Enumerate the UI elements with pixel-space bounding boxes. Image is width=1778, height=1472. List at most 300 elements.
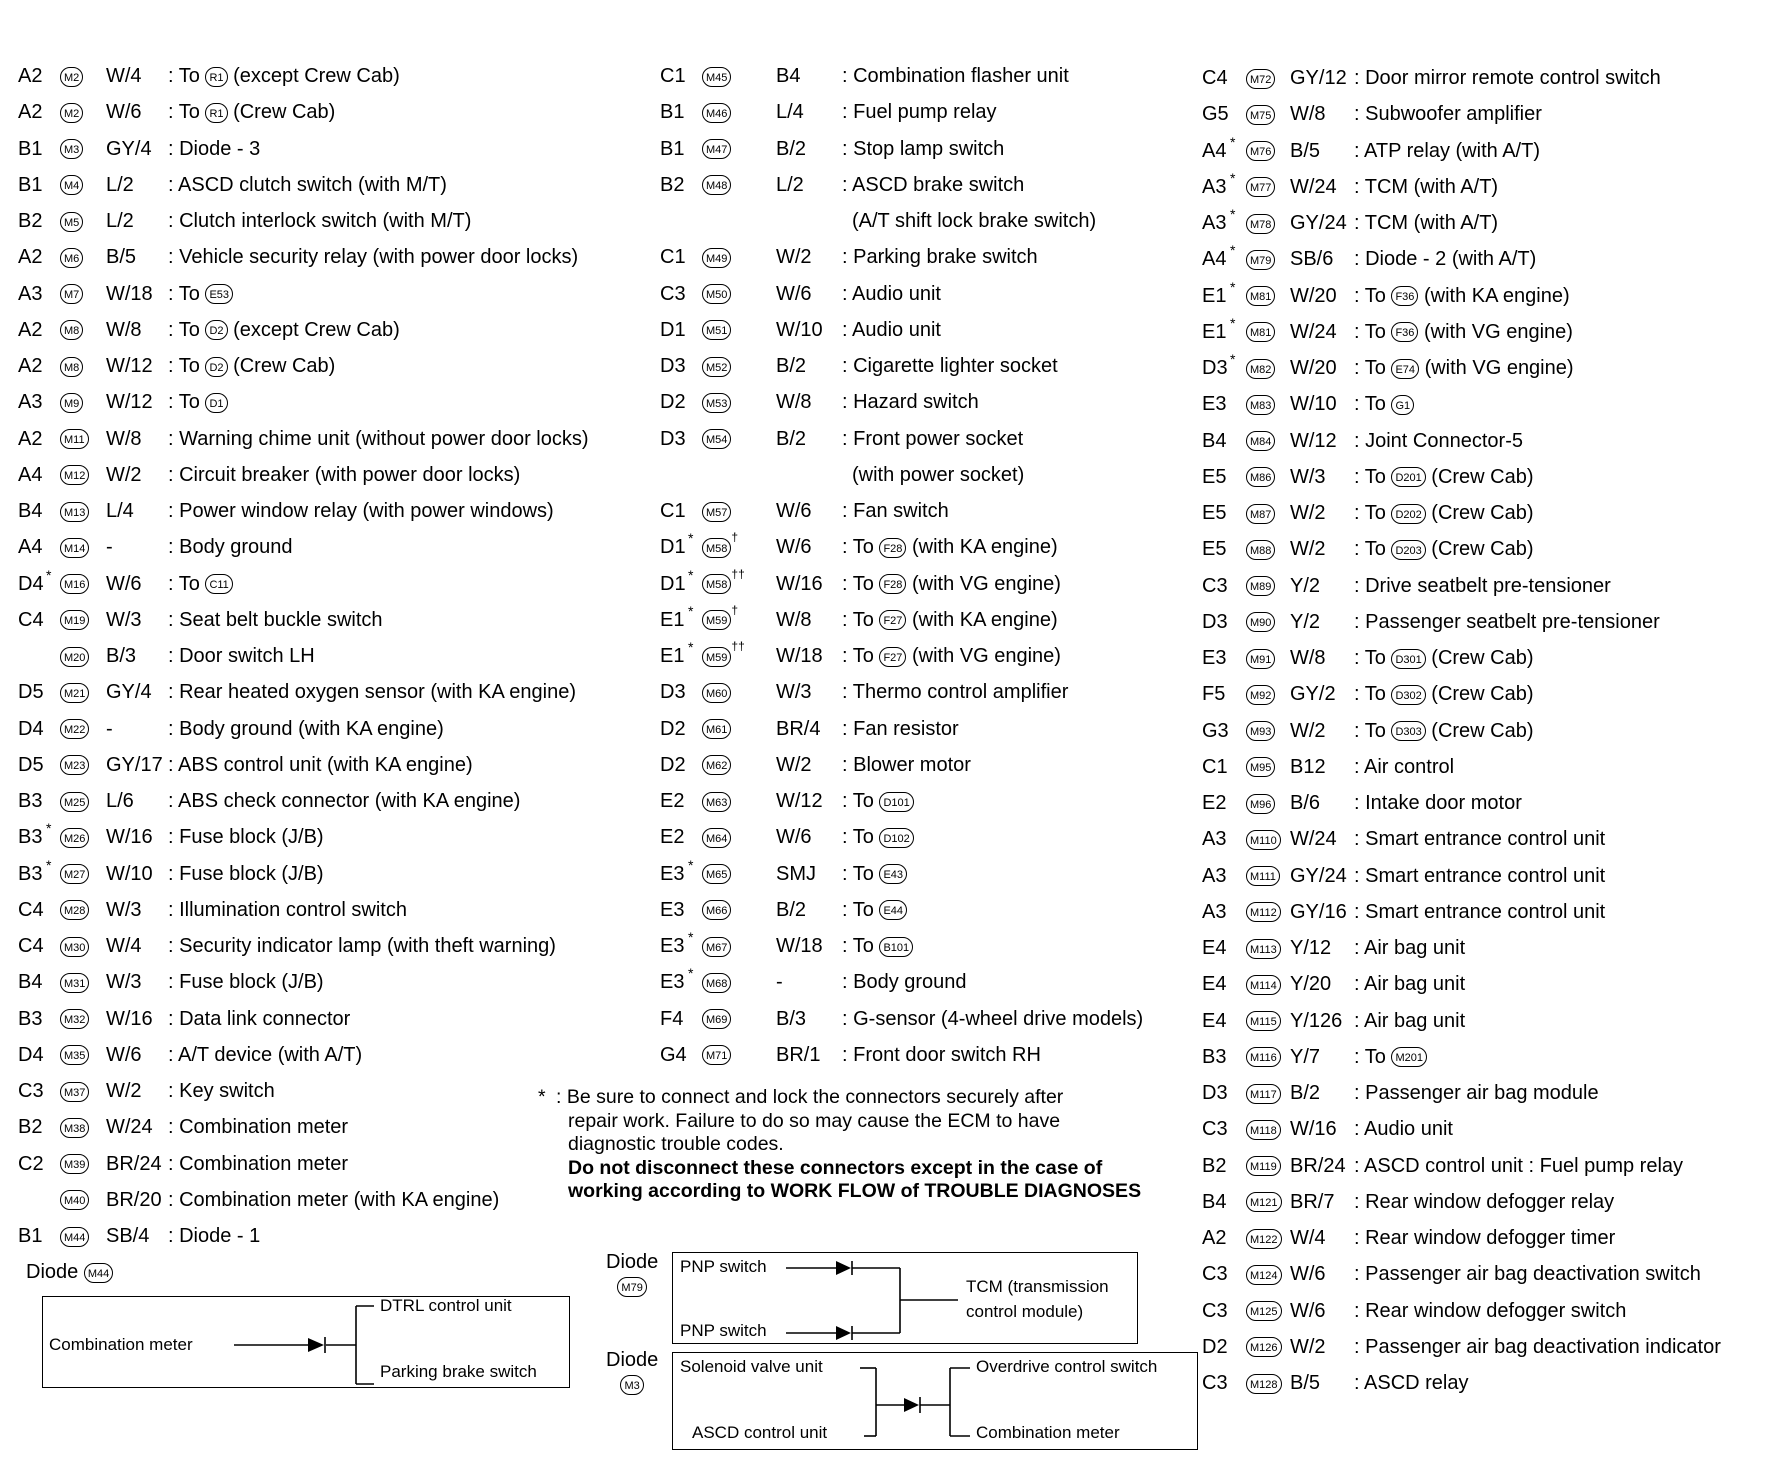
grid-zone: E2 [1202,792,1227,814]
grid-zone: F5 [1202,683,1226,706]
wire-spec: GY/17 [106,753,163,776]
connector-id: M62 [702,755,731,775]
connector-id: M92 [1246,685,1275,705]
grid-zone: D2 [660,717,686,740]
grid-zone: E1 [660,645,685,667]
description-text: : Combination meter (with KA engine) [168,1188,500,1211]
grid-zone: A2 [18,318,43,341]
grid-zone: C4 [18,608,44,631]
wire-spec: GY/16 [1290,900,1347,923]
connector-id: M64 [702,828,731,848]
description-text: : To [842,898,874,921]
connector-id: M116 [1246,1047,1281,1067]
wire-spec: W/6 [106,101,142,124]
description-text: : A/T device (with A/T) [168,1043,363,1066]
wire-spec: W/3 [106,971,142,994]
wire-spec: GY/12 [1290,67,1347,89]
connector-id: M39 [60,1154,89,1174]
description-condition: (except Crew Cab) [233,318,400,341]
wire-spec: W/2 [1290,1335,1326,1358]
wire-spec: GY/24 [1290,212,1347,234]
mating-connector-id: F27 [879,647,906,667]
grid-zone: C3 [1202,1299,1228,1322]
diode-m44-title: Diode [26,1261,79,1283]
description-condition: (with VG engine) [1424,357,1574,379]
connector-id: M46 [702,103,731,123]
connector-id: M50 [702,284,731,304]
description-text: : Passenger air bag deactivation switch [1354,1263,1701,1286]
grid-zone: E1 [1202,284,1227,307]
connector-id: M72 [1246,69,1275,89]
description-text: : To [168,391,200,414]
mating-connector-id: C11 [205,574,232,594]
wire-spec: W/3 [776,681,812,704]
grid-zone: E3 [660,862,685,885]
diode-m3-title: Diode [606,1349,659,1371]
connector-id: M87 [1246,504,1275,524]
description-text: : To [1354,284,1386,307]
diode-m79-title: Diode [606,1251,659,1273]
m79-right-label-2: control module) [966,1302,1084,1321]
wire-spec: GY/4 [106,681,152,704]
wire-spec: SMJ [776,862,816,885]
wire-spec: W/6 [776,500,812,522]
description-text: : To [1354,538,1386,561]
description-text: : To [842,935,874,957]
grid-zone: A2 [18,65,43,87]
wire-spec: SB/4 [106,1225,150,1247]
description-text: : Fuse block (J/B) [168,862,324,885]
wire-spec: W/4 [106,65,142,87]
grid-zone: C3 [1202,1263,1228,1286]
diode-m44-connector: M44 [84,1263,113,1283]
grid-zone: A4 [18,463,43,486]
connector-id: M111 [1246,866,1280,886]
connector-id: M54 [702,429,731,449]
grid-zone: D4 [18,572,44,595]
mating-connector-id: D101 [879,792,913,812]
wire-spec: W/18 [106,282,153,305]
connector-id: M115 [1246,1011,1281,1031]
description-text: : Subwoofer amplifier [1354,103,1542,126]
grid-zone: D3 [660,427,686,450]
description-text: : Drive seatbelt pre-tensioner [1354,574,1611,597]
wire-spec: W/6 [1290,1299,1326,1322]
connector-id: M20 [60,647,89,667]
wire-spec: Y/2 [1290,610,1321,633]
connector-id: M45 [702,67,731,87]
wire-spec: SB/6 [1290,248,1334,271]
wire-spec: W/6 [776,536,812,559]
connector-id: M38 [60,1118,89,1138]
connector-id: M52 [702,357,731,377]
description-text: : Warning chime unit (without power door locks) [168,427,589,450]
wire-spec: B/3 [776,1007,807,1030]
wire-spec: BR/4 [776,717,821,740]
connector-id: M35 [60,1045,89,1065]
grid-zone: C3 [18,1080,44,1102]
connector-id: M21 [60,683,89,703]
wire-spec: W/16 [106,1007,153,1030]
wire-spec: B/5 [106,246,137,269]
connector-id: M3 [60,139,83,159]
star-mark: * [46,856,52,873]
wire-spec: W/16 [106,826,153,849]
description-text: : Body ground (with KA engine) [168,717,444,740]
mating-connector-id: B101 [879,937,913,957]
m3-bottom-left-label: ASCD control unit [692,1423,828,1442]
connector-id: M125 [1246,1301,1282,1321]
description-text: : To [168,318,200,341]
mating-connector-id: D1 [205,393,227,413]
description-text: : Front door switch RH [842,1043,1041,1066]
grid-zone: B4 [18,500,43,522]
grid-zone: D2 [660,753,686,776]
description-text: : To [1354,502,1386,524]
description-text: : To [842,608,874,631]
wire-spec: W/16 [1290,1118,1337,1141]
description-text: : TCM (with A/T) [1354,212,1499,234]
wire-spec: B12 [1290,755,1326,778]
description-text: : Combination flasher unit [842,65,1069,87]
description-text: : ABS check connector (with KA engine) [168,790,521,812]
connector-id: M122 [1246,1229,1282,1249]
connector-id: M59 [702,610,731,630]
connector-id: M61 [702,719,731,739]
wire-spec: W/24 [1290,828,1337,851]
wire-spec: Y/2 [1290,574,1321,597]
connector-id: M88 [1246,540,1275,560]
m79-bottom-left-label: PNP switch [680,1321,767,1340]
grid-zone: B4 [18,971,43,994]
description-condition: (with VG engine) [1423,320,1573,343]
description-text: : ATP relay (with A/T) [1354,139,1540,162]
note-line-4: Do not disconnect these connectors except in the case of [568,1156,1103,1179]
wire-spec: Y/7 [1290,1045,1321,1068]
grid-zone: B3 [1202,1045,1227,1068]
connector-id: M11 [60,429,89,449]
mating-connector-id: D202 [1391,504,1425,524]
description-text: : ASCD clutch switch (with M/T) [168,173,447,196]
mating-connector-id: F36 [1391,322,1418,342]
description-text: : Passenger air bag module [1354,1082,1599,1104]
grid-zone: A2 [18,101,43,124]
mating-connector-id: G1 [1391,395,1414,415]
mating-connector-id: E44 [879,900,907,920]
connector-id: M91 [1246,649,1275,669]
description-text: : Smart entrance control unit [1354,900,1606,923]
description-text: : Passenger seatbelt pre-tensioner [1354,610,1660,633]
description-text: : Blower motor [842,753,971,776]
description-text: : ASCD relay [1354,1372,1469,1394]
description-text: : Audio unit [1354,1118,1453,1141]
connector-id: M23 [60,755,89,775]
grid-zone: A4 [1202,139,1227,162]
m79-diode-icon-top [836,1261,851,1275]
grid-zone: A2 [18,355,43,377]
description-text: : Cigarette lighter socket [842,355,1058,377]
description-text: : Rear heated oxygen sensor (with KA engine) [168,681,577,704]
wire-spec: L/4 [106,500,134,522]
connector-id: M84 [1246,431,1275,451]
connector-id: M2 [60,103,83,123]
connector-id: M27 [60,864,89,884]
wire-spec: W/8 [776,608,812,631]
description-text: : To [168,572,200,595]
description-text: : Parking brake switch [842,246,1038,269]
description-text: : Fan switch [842,500,949,522]
star-mark: * [1230,206,1236,222]
star-mark: * [1230,133,1236,150]
m44-diode-icon [308,1338,324,1352]
mating-connector-id: D2 [205,320,227,340]
description-text: : Fan resistor [842,717,959,740]
connector-id: M25 [60,792,89,812]
star-mark: * [688,639,694,655]
grid-zone: A3 [1202,212,1227,234]
grid-zone: E4 [1202,1009,1227,1032]
connector-id: M128 [1246,1374,1282,1394]
description-text: : Hazard switch [842,391,979,414]
connector-id: M59 [702,647,731,667]
description-text: : Air control [1354,755,1455,778]
grid-zone: A3 [1202,900,1227,923]
wire-spec: W/4 [106,935,142,957]
connector-id: M76 [1246,141,1275,161]
description-text: : Clutch interlock switch (with M/T) [168,210,472,232]
connector-id: M22 [60,719,89,739]
m44-top-right-label: DTRL control unit [380,1296,512,1315]
description-condition: (Crew Cab) [233,101,336,124]
description-text: : Data link connector [168,1007,351,1030]
m3-diode-icon [904,1398,919,1412]
grid-zone: D3 [1202,610,1228,633]
description-text: : Combination meter [168,1116,349,1139]
grid-zone: C3 [660,282,686,305]
description-condition: (with KA engine) [911,536,1058,559]
wire-spec: - [106,717,113,740]
grid-zone: D1 [660,536,686,559]
wire-spec: B/5 [1290,139,1321,162]
connector-id: M8 [60,320,83,340]
grid-zone: B2 [18,210,43,232]
mating-connector-id: F28 [879,574,906,594]
wire-spec: - [776,971,783,994]
mating-connector-id: R1 [205,67,227,87]
description-text: : Audio unit [842,318,941,341]
connector-id: M53 [702,393,731,413]
grid-zone: A2 [18,246,43,269]
wire-spec: B/2 [776,137,807,160]
description-condition: (with KA engine) [1423,284,1570,307]
connector-id: M32 [60,1009,89,1029]
connector-id: M4 [60,175,83,195]
m3-top-right-label: Overdrive control switch [976,1357,1158,1376]
description-text: : To [842,790,874,812]
mating-connector-id: D201 [1391,467,1425,487]
grid-zone: D4 [18,717,44,740]
grid-zone: E2 [660,790,685,812]
connector-id: M8 [60,357,83,377]
grid-zone: G3 [1202,719,1229,742]
connector-id: M71 [702,1045,731,1065]
connector-id: M12 [60,465,89,485]
description-text: : To [1354,647,1386,669]
mating-connector-id: E43 [879,864,907,884]
wire-spec: W/3 [1290,465,1326,488]
grid-zone: C1 [1202,755,1228,778]
description-text: : Body ground [842,971,967,994]
grid-zone: B1 [660,137,685,160]
description-text: : Body ground [168,536,293,559]
description-text: : Air bag unit [1354,937,1466,959]
wire-spec: W/16 [776,572,823,595]
grid-zone: B1 [18,137,43,160]
mating-connector-id: M201 [1391,1047,1427,1067]
connector-id: M44 [60,1227,89,1247]
engine-mark: † [731,602,739,617]
description-text: : Circuit breaker (with power door locks) [168,463,521,486]
connector-id: M57 [702,502,731,522]
connector-id: M67 [702,937,731,957]
diode-m79-connector: M79 [617,1277,646,1297]
wire-spec: W/12 [106,391,153,414]
wire-spec: L/4 [776,101,804,124]
description-text: : Security indicator lamp (with theft warning) [168,935,556,957]
grid-zone: E5 [1202,465,1227,488]
grid-zone: A3 [1202,828,1227,851]
wire-spec: BR/7 [1290,1190,1335,1213]
wire-spec: B/2 [1290,1082,1321,1104]
connector-id: M90 [1246,612,1275,632]
description-text: : To [1354,465,1386,488]
description-text: : Combination meter [168,1152,349,1175]
grid-zone: B4 [1202,429,1227,452]
mating-connector-id: D301 [1391,649,1425,669]
description-text: : Rear window defogger relay [1354,1190,1615,1213]
description-condition: (Crew Cab) [1431,465,1534,488]
grid-zone: E1 [1202,320,1227,343]
engine-mark: †† [731,639,745,653]
connector-id: M60 [702,683,731,703]
connector-id: M13 [60,502,89,522]
m44-left-label: Combination meter [49,1335,193,1354]
grid-zone: D3 [1202,357,1228,379]
connector-id: M113 [1246,939,1281,959]
wire-spec: W/18 [776,645,823,667]
description-condition: (except Crew Cab) [233,65,400,87]
connector-id: M82 [1246,359,1275,379]
description-text: : Passenger air bag deactivation indicator [1354,1335,1721,1358]
description-text: : Smart entrance control unit [1354,828,1606,851]
mating-connector-id: D303 [1391,721,1425,741]
wire-spec: B4 [776,65,801,87]
connector-id: M63 [702,792,731,812]
grid-zone: B3 [18,1007,43,1030]
connector-id: M68 [702,973,731,993]
wire-spec: W/2 [776,753,812,776]
wire-spec: W/18 [776,935,823,957]
grid-zone: G4 [660,1043,687,1066]
grid-zone: E3 [1202,647,1227,669]
connector-id: M14 [60,538,89,558]
description-text: : Audio unit [842,282,941,305]
connector-id: M9 [60,393,83,413]
description-condition: (Crew Cab) [1431,538,1534,561]
grid-zone: B2 [1202,1154,1227,1177]
wire-spec: W/20 [1290,357,1337,379]
connector-id: M93 [1246,721,1275,741]
connector-id: M37 [60,1082,89,1102]
connector-id: M78 [1246,214,1275,234]
wire-spec: W/24 [1290,320,1337,343]
description-text: : Door mirror remote control switch [1354,67,1661,89]
star-mark: * [46,820,52,837]
connector-id: M31 [60,973,89,993]
grid-zone: E1 [660,608,685,631]
grid-zone: C1 [660,65,686,87]
description-text: : To [1354,683,1386,706]
description-text: : ASCD brake switch [842,173,1025,196]
wire-spec: W/4 [1290,1227,1326,1249]
grid-zone: E4 [1202,937,1227,959]
grid-zone: B1 [18,173,43,196]
connector-id: M28 [60,900,89,920]
description-text: : Door switch LH [168,645,315,667]
connector-id: M30 [60,937,89,957]
note-line-3: diagnostic trouble codes. [568,1133,784,1155]
mating-connector-id: D203 [1391,540,1425,560]
grid-zone: E3 [660,935,685,957]
grid-zone: C1 [660,500,686,522]
description-text: : To [842,645,874,667]
grid-zone: E2 [660,826,685,849]
description-text: : Diode - 1 [168,1225,261,1247]
wire-spec: Y/20 [1290,973,1332,996]
grid-zone: A3 [1202,864,1227,887]
description-text: (with power socket) [852,463,1025,486]
description-text: : To [168,101,200,124]
grid-zone: A3 [18,282,43,305]
wire-spec: W/2 [1290,719,1326,742]
wire-spec: Y/12 [1290,937,1332,959]
grid-zone: E3 [660,898,685,921]
wire-spec: L/2 [106,210,134,232]
wire-spec: W/24 [106,1116,153,1139]
connector-id: M51 [702,320,731,340]
grid-zone: E4 [1202,973,1227,996]
star-mark: * [46,566,52,583]
note-line-2: repair work. Failure to do so may cause the ECM to have [568,1109,1061,1132]
star-mark: * [1230,169,1236,186]
description-text: : To [1354,320,1386,343]
description-text: : To [842,862,874,885]
wire-spec: B/6 [1290,792,1321,814]
star-mark: * [688,929,694,945]
description-text: : Front power socket [842,427,1024,450]
description-condition: (Crew Cab) [233,355,336,377]
connector-id: M81 [1246,286,1275,306]
wire-spec: W/3 [106,608,142,631]
description-text: : Stop lamp switch [842,137,1005,160]
grid-zone: C3 [1202,1372,1228,1394]
connector-id: M83 [1246,395,1275,415]
connector-id: M48 [702,175,731,195]
description-text: : Fuse block (J/B) [168,971,324,994]
connector-id: M49 [702,248,731,268]
grid-zone: C1 [660,246,686,269]
wire-spec: W/12 [106,355,153,377]
